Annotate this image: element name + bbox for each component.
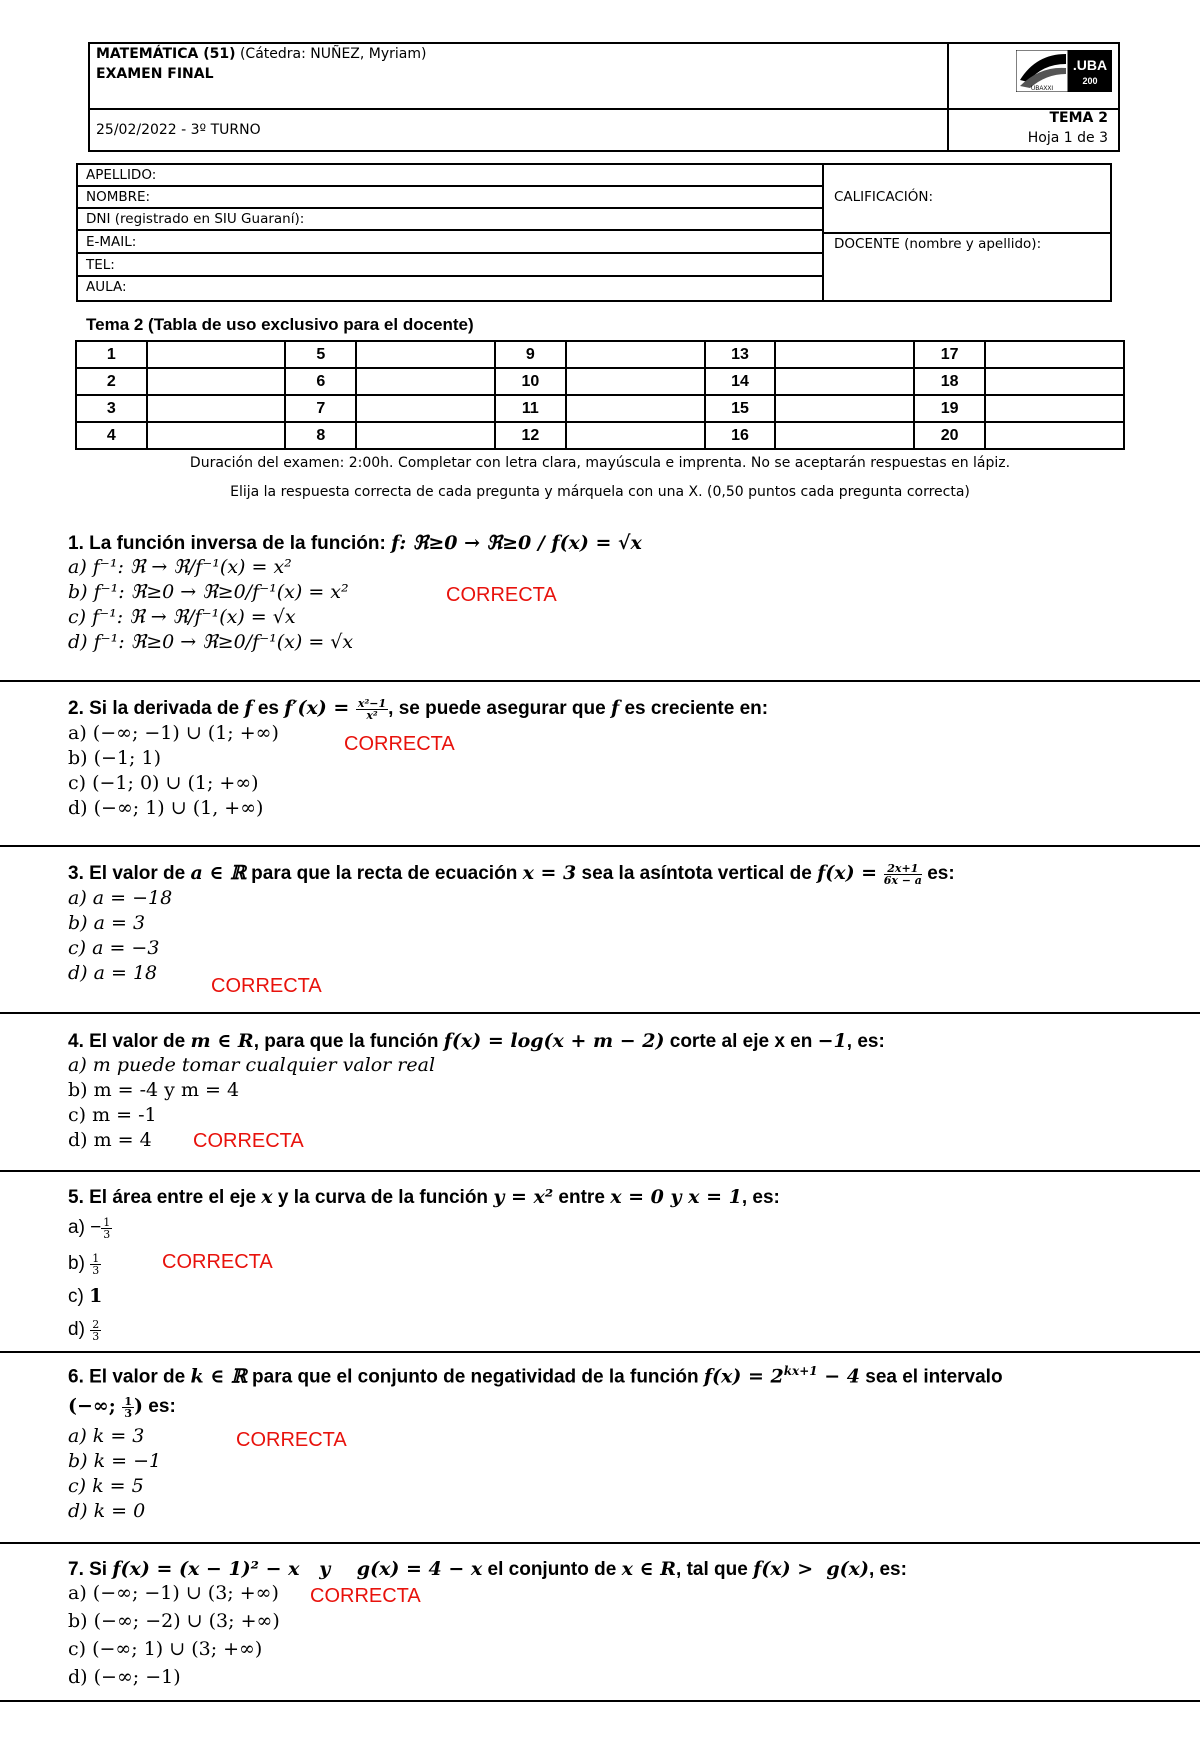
question-number-cell: 3 bbox=[76, 395, 147, 422]
answer-cell[interactable] bbox=[356, 368, 495, 395]
question-number-cell: 20 bbox=[914, 422, 985, 449]
question-number-cell: 11 bbox=[495, 395, 566, 422]
apellido-field[interactable]: APELLIDO: bbox=[78, 165, 822, 187]
answer-cell[interactable] bbox=[775, 395, 914, 422]
tel-field[interactable]: TEL: bbox=[78, 255, 822, 277]
grade-table-row bbox=[76, 341, 1124, 368]
question-3 bbox=[68, 862, 955, 986]
question-number-cell: 7 bbox=[285, 395, 356, 422]
question-5-option-b[interactable]: b) $\frac{1}{3}$ bbox=[68, 1251, 100, 1277]
instruction-choose: Elija la respuesta correcta de cada pregunta y márquela con una X. (0,50 puntos cada pregunta correcta) bbox=[230, 484, 970, 500]
svg-text:.UBA: .UBA bbox=[1072, 57, 1108, 73]
correct-mark-q7: CORRECTA bbox=[310, 1585, 421, 1607]
student-info-box bbox=[76, 163, 1112, 302]
correct-mark-q4: CORRECTA bbox=[193, 1130, 304, 1152]
dni-field[interactable]: DNI (registrado en SIU Guaraní): bbox=[78, 209, 822, 231]
question-2-option-c[interactable]: c) (−1; 0) ∪ (1; +∞) bbox=[68, 771, 259, 794]
question-number-cell: 15 bbox=[705, 395, 776, 422]
header-divider bbox=[90, 108, 1118, 110]
header-vertical-divider bbox=[947, 44, 949, 150]
email-field[interactable]: E-MAIL: bbox=[78, 232, 822, 254]
question-divider bbox=[0, 1012, 1200, 1014]
question-number-cell: 5 bbox=[285, 341, 356, 368]
question-2-option-b[interactable]: b) (−1; 1) bbox=[68, 746, 161, 769]
grade-table bbox=[75, 340, 1125, 450]
question-6-option-d[interactable]: d) k = 0 bbox=[68, 1500, 146, 1523]
question-5-title: 5. El área entre el eje x y la curva de la función y = x² entre x = 0 y x = 1, es: bbox=[68, 1186, 780, 1208]
question-4-title: 4. El valor de m ∈ R, para que la función f(x) = log(x + m − 2) corte al eje x en −1, es: bbox=[68, 1030, 885, 1052]
question-6-option-c[interactable]: c) k = 5 bbox=[68, 1475, 144, 1498]
question-number-cell: 17 bbox=[914, 341, 985, 368]
course-title: MATEMÁTICA (51) (Cátedra: NUÑEZ, Myriam) bbox=[96, 46, 427, 62]
exam-date: 25/02/2022 - 3º TURNO bbox=[96, 122, 261, 138]
question-4 bbox=[68, 1030, 885, 1153]
docente-label: DOCENTE (nombre y apellido): bbox=[834, 236, 1042, 252]
question-7-title: 7. Si f(x) = (x − 1)² − x y g(x) = 4 − x el conjunto de x ∈ R, tal que f(x) > g(x), es: bbox=[68, 1558, 907, 1580]
nombre-field[interactable]: NOMBRE: bbox=[78, 187, 822, 209]
answer-cell[interactable] bbox=[985, 395, 1124, 422]
question-6 bbox=[68, 1364, 1003, 1524]
uba-logo bbox=[1016, 50, 1112, 92]
question-divider bbox=[0, 680, 1200, 682]
correct-mark-q5: CORRECTA bbox=[162, 1251, 273, 1273]
question-3-option-a[interactable]: a) a = −18 bbox=[68, 886, 173, 909]
grade-table-title: Tema 2 (Tabla de uso exclusivo para el docente) bbox=[86, 315, 474, 334]
question-1-title: 1. La función inversa de la función: f: ℜ≥0 → ℜ≥0 / f(x) = √x bbox=[68, 532, 642, 554]
question-number-cell: 6 bbox=[285, 368, 356, 395]
question-number-cell: 16 bbox=[705, 422, 776, 449]
question-6-title-line2: (−∞; $\frac{1}{3}$ ) es: bbox=[68, 1394, 176, 1420]
question-number-cell: 9 bbox=[495, 341, 566, 368]
question-2 bbox=[68, 697, 768, 821]
question-3-option-b[interactable]: b) a = 3 bbox=[68, 911, 146, 934]
question-5-option-a[interactable]: a) − $\frac{1}{3}$ bbox=[68, 1215, 111, 1241]
answer-cell[interactable] bbox=[775, 341, 914, 368]
answer-cell[interactable] bbox=[566, 422, 705, 449]
correct-mark-q3: CORRECTA bbox=[211, 975, 322, 997]
question-number-cell: 2 bbox=[76, 368, 147, 395]
info-right-divider bbox=[824, 232, 1112, 234]
correct-mark-q1: CORRECTA bbox=[446, 584, 557, 606]
derivative-fraction: $\frac{\text{x²−1}}{\text{x²}}$ bbox=[357, 696, 387, 722]
question-6-title: 6. El valor de k ∈ ℝ para que el conjunto de negatividad de la función $f(x) = 2^{kx+1} - 4$ sea el intervalo bbox=[68, 1364, 1003, 1388]
question-5-option-d[interactable]: d) $\frac{2}{3}$ bbox=[68, 1317, 100, 1343]
question-4-option-c[interactable]: c) m = -1 bbox=[68, 1104, 157, 1126]
answer-cell[interactable] bbox=[147, 341, 286, 368]
question-number-cell: 8 bbox=[285, 422, 356, 449]
answer-cell[interactable] bbox=[147, 422, 286, 449]
answer-cell[interactable] bbox=[566, 395, 705, 422]
question-6-option-b[interactable]: b) k = −1 bbox=[68, 1450, 162, 1473]
question-7-option-c[interactable]: c) (−∞; 1) ∪ (3; +∞) bbox=[68, 1638, 263, 1660]
question-divider bbox=[0, 845, 1200, 847]
answer-cell[interactable] bbox=[356, 341, 495, 368]
question-3-title: 3. El valor de a ∈ ℝ para que la recta de ecuación x = 3 sea la asíntota vertical de f(x) = $\frac{2x+1}{6x - a}$ es: bbox=[68, 861, 955, 887]
answer-cell[interactable] bbox=[356, 395, 495, 422]
question-2-title: 2. Si la derivada de f es f′(x) = $\frac{\text{x²−1}}{\text{x²}}$ , se puede asegurar que f es creciente en: bbox=[68, 696, 769, 722]
question-divider bbox=[0, 1542, 1200, 1544]
question-number-cell: 19 bbox=[914, 395, 985, 422]
answer-cell[interactable] bbox=[356, 422, 495, 449]
question-number-cell: 1 bbox=[76, 341, 147, 368]
question-4-option-b[interactable]: b) m = -4 y m = 4 bbox=[68, 1079, 240, 1101]
grade-table-row bbox=[76, 422, 1124, 449]
question-number-cell: 13 bbox=[705, 341, 776, 368]
question-divider bbox=[0, 1700, 1200, 1702]
question-7 bbox=[68, 1558, 907, 1693]
question-4-option-a[interactable]: a) m puede tomar cualquier valor real bbox=[68, 1054, 436, 1076]
answer-cell[interactable] bbox=[566, 341, 705, 368]
grade-table-row bbox=[76, 395, 1124, 422]
grade-table-row bbox=[76, 368, 1124, 395]
correct-mark-q2: CORRECTA bbox=[344, 733, 455, 755]
svg-text:200: 200 bbox=[1082, 76, 1098, 86]
answer-cell[interactable] bbox=[985, 368, 1124, 395]
question-3-option-c[interactable]: c) a = −3 bbox=[68, 936, 160, 959]
question-number-cell: 4 bbox=[76, 422, 147, 449]
question-4-option-d[interactable]: d) m = 4 bbox=[68, 1129, 152, 1151]
question-1-option-b[interactable]: b) f⁻¹: ℜ≥0 → ℜ≥0/f⁻¹(x) = x² bbox=[68, 581, 349, 603]
aula-field[interactable]: AULA: bbox=[86, 279, 127, 295]
answer-cell[interactable] bbox=[147, 368, 286, 395]
exam-type: EXAMEN FINAL bbox=[96, 66, 214, 82]
page-count: Hoja 1 de 3 bbox=[1027, 130, 1108, 146]
question-1-option-d[interactable]: d) f⁻¹: ℜ≥0 → ℜ≥0/f⁻¹(x) = √x bbox=[68, 631, 354, 653]
question-number-cell: 14 bbox=[705, 368, 776, 395]
answer-cell[interactable] bbox=[147, 395, 286, 422]
question-1-option-a[interactable]: a) f⁻¹: ℜ → ℜ/f⁻¹(x) = x² bbox=[68, 556, 292, 578]
question-7-option-a[interactable]: a) (−∞; −1) ∪ (3; +∞) bbox=[68, 1582, 279, 1604]
question-2-option-d[interactable]: d) (−∞; 1) ∪ (1, +∞) bbox=[68, 796, 264, 819]
correct-mark-q6: CORRECTA bbox=[236, 1429, 347, 1451]
instruction-duration: Duración del examen: 2:00h. Completar con letra clara, mayúscula e imprenta. No se aceptarán respuestas en lápiz. bbox=[189, 455, 1011, 471]
question-number-cell: 10 bbox=[495, 368, 566, 395]
answer-cell[interactable] bbox=[985, 341, 1124, 368]
svg-text:UBAXXI: UBAXXI bbox=[1030, 86, 1054, 92]
exam-header bbox=[88, 42, 1120, 152]
question-6-option-a[interactable]: a) k = 3 bbox=[68, 1425, 145, 1448]
question-7-option-b[interactable]: b) (−∞; −2) ∪ (3; +∞) bbox=[68, 1610, 280, 1632]
question-3-option-d[interactable]: d) a = 18 bbox=[68, 961, 158, 984]
tema-label: TEMA 2 bbox=[1049, 110, 1108, 126]
asymptote-fraction: $\frac{2x+1}{6x - a}$ bbox=[883, 861, 922, 887]
question-divider bbox=[0, 1351, 1200, 1353]
question-5-option-c[interactable]: c) 1 bbox=[68, 1285, 103, 1307]
calificacion-label: CALIFICACIÓN: bbox=[834, 189, 934, 205]
question-1-option-c[interactable]: c) f⁻¹: ℜ → ℜ/f⁻¹(x) = √x bbox=[68, 606, 296, 628]
question-2-option-a[interactable]: a) (−∞; −1) ∪ (1; +∞) bbox=[68, 721, 279, 744]
answer-cell[interactable] bbox=[566, 368, 705, 395]
answer-cell[interactable] bbox=[775, 368, 914, 395]
question-number-cell: 18 bbox=[914, 368, 985, 395]
answer-cell[interactable] bbox=[985, 422, 1124, 449]
answer-cell[interactable] bbox=[775, 422, 914, 449]
question-divider bbox=[0, 1170, 1200, 1172]
question-7-option-d[interactable]: d) (−∞; −1) bbox=[68, 1666, 181, 1688]
question-number-cell: 12 bbox=[495, 422, 566, 449]
